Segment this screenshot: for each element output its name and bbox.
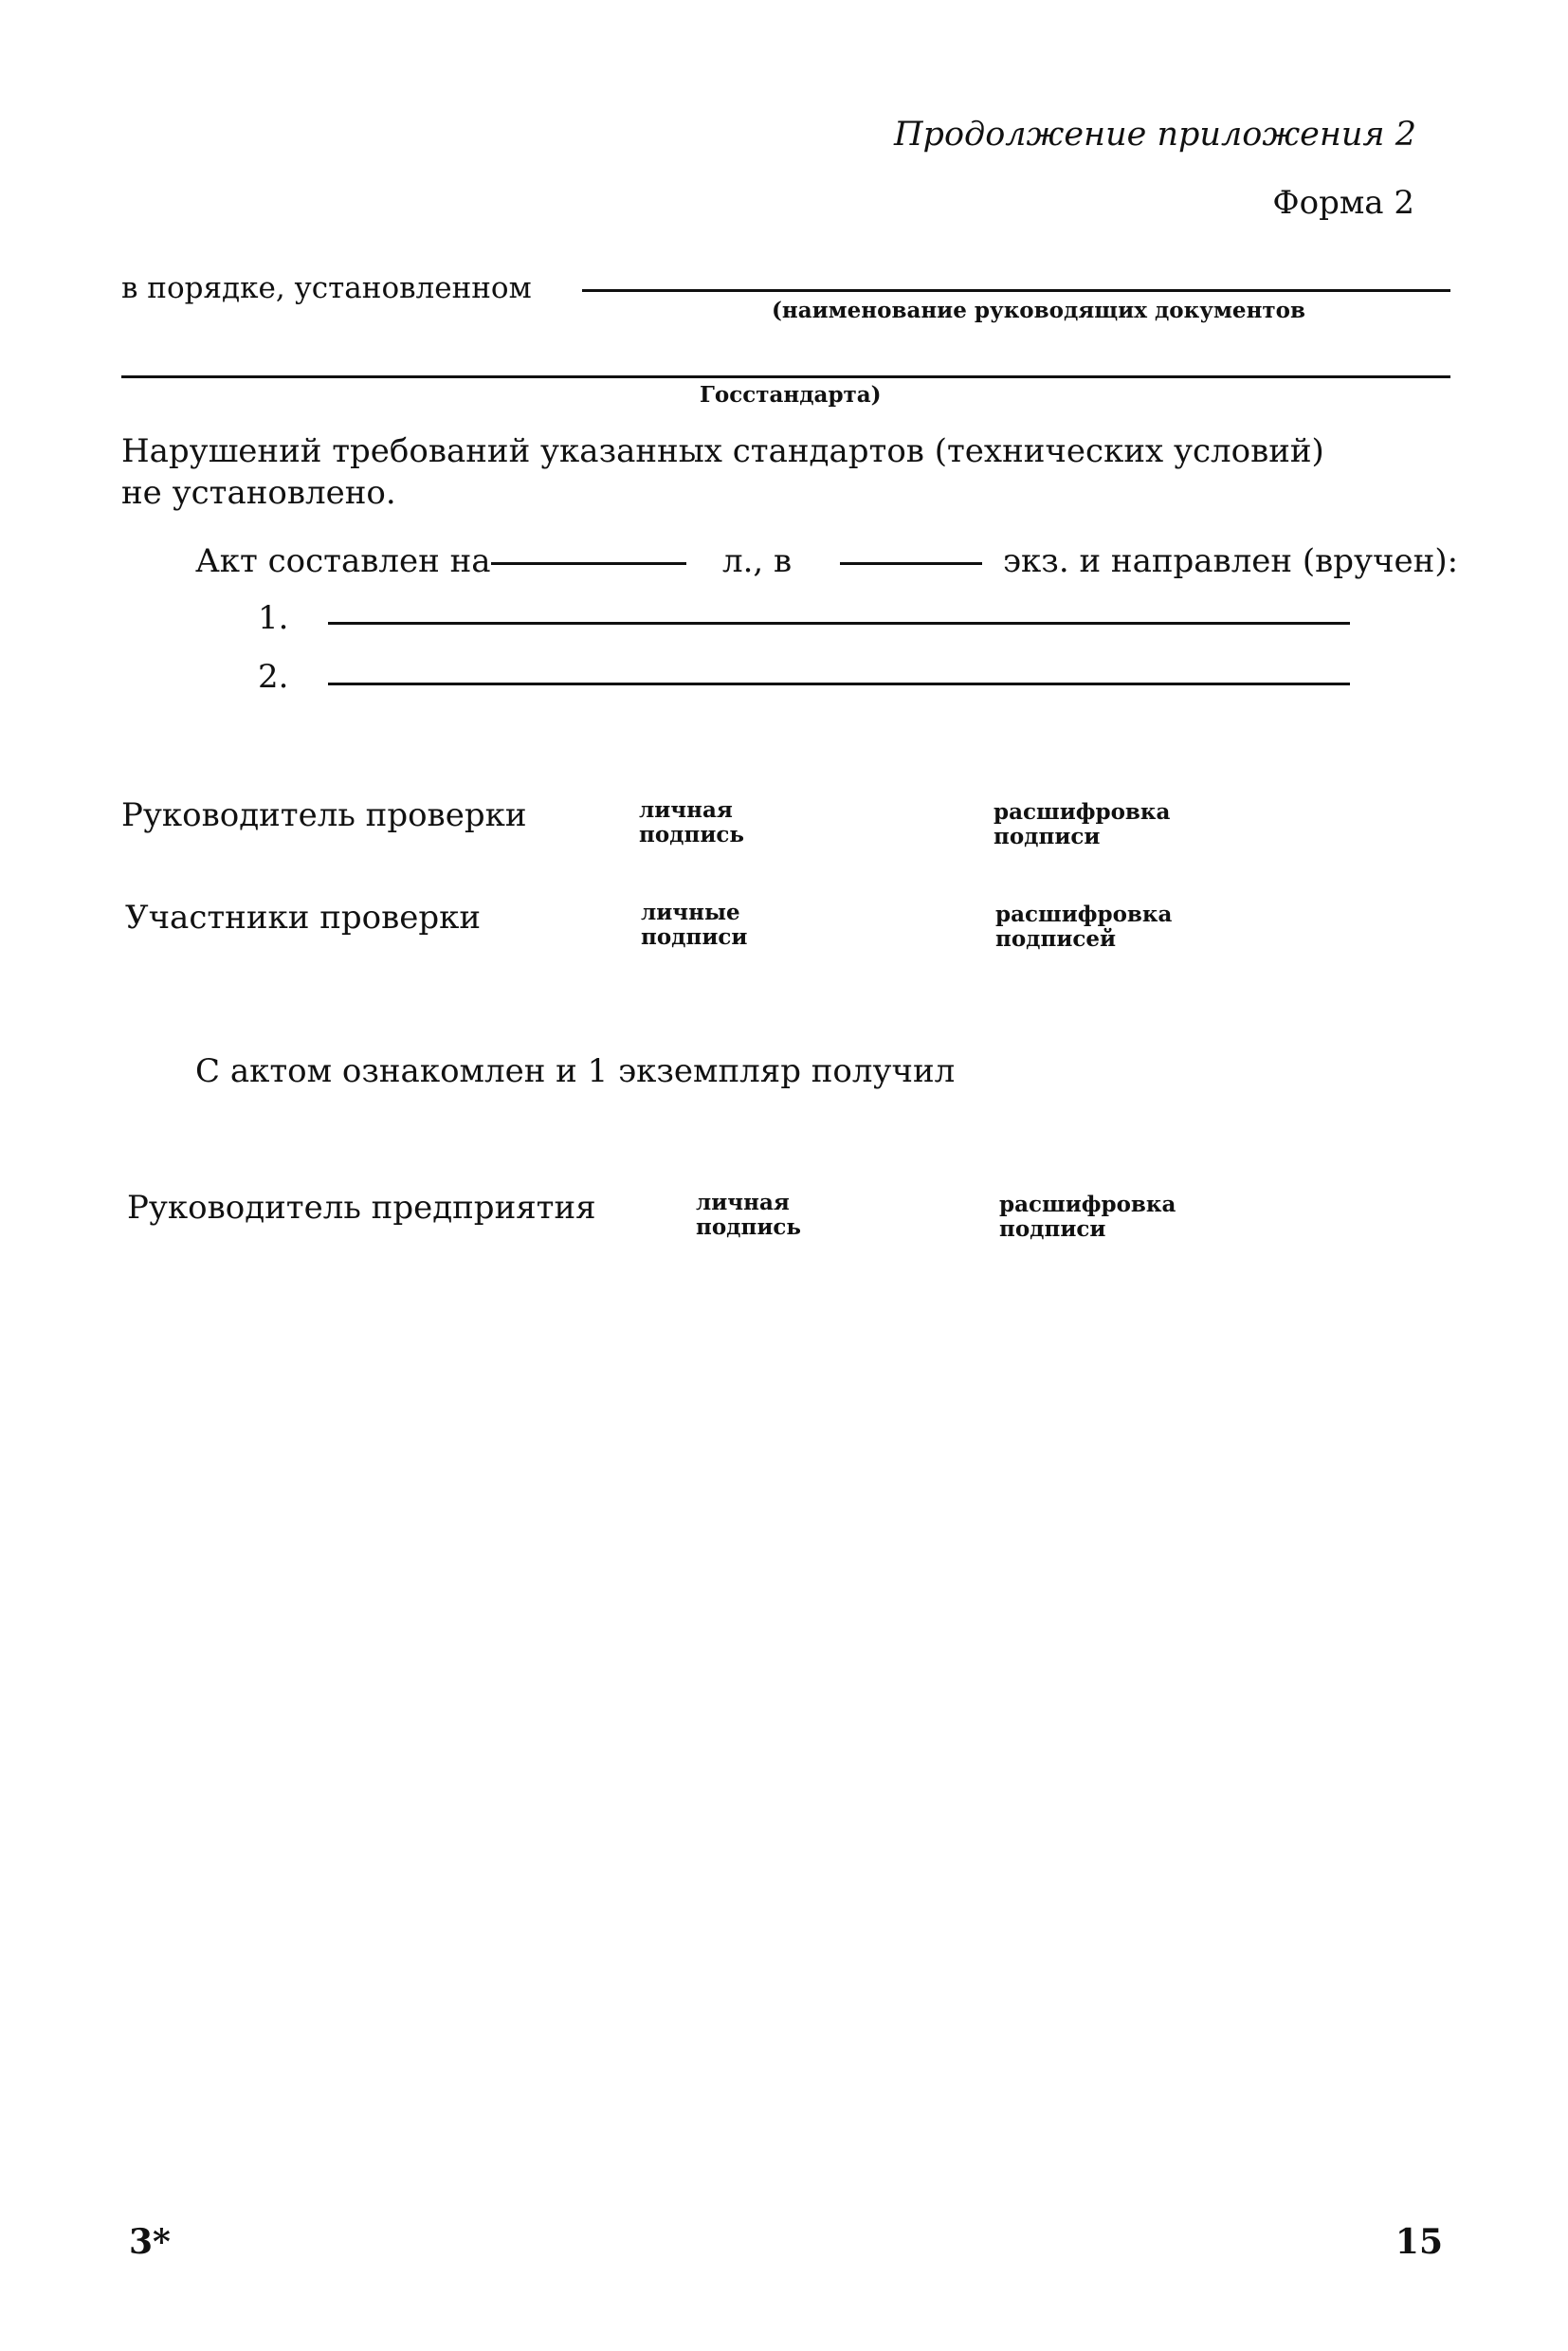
enterprise-personal-label-line-2: подпись	[696, 1214, 802, 1240]
signatures-decode-label	[995, 902, 1172, 952]
act-item-1-number: 1.	[258, 599, 289, 637]
order-prefix: в порядке, установленном	[121, 271, 532, 305]
enterprise-decode-label-line-2: подписи	[999, 1216, 1106, 1242]
signature-decode-label-line-1: расшифровка	[994, 799, 1171, 825]
signatures-decode-label-line-2: подписей	[995, 926, 1117, 952]
enterprise-personal-label-line-1: личная	[696, 1190, 790, 1215]
act-item-1-line	[328, 622, 1350, 625]
signature-personal-label-line-1: личная	[639, 797, 733, 823]
act-part-2: л., в	[722, 542, 793, 580]
act-part-1: Акт составлен на	[195, 542, 491, 580]
order-caption-2: Госстандарта)	[700, 382, 882, 408]
signatures-decode-label-line-1: расшифровка	[995, 902, 1173, 927]
page-number: 15	[1395, 2222, 1443, 2262]
violations-line-1: Нарушений требований указанных стандартов (технических условий)	[121, 432, 1324, 470]
act-item-2-number: 2.	[258, 658, 289, 696]
signature-personal-label-line-2: подпись	[639, 822, 745, 847]
signature-role-inspection-participants: Участники проверки	[125, 899, 482, 937]
act-copies-line	[840, 562, 982, 565]
signatures-personal-label	[641, 901, 747, 950]
sheet-mark: 3*	[129, 2222, 171, 2262]
enterprise-decode-label	[999, 1193, 1176, 1242]
order-caption-1: (наименование руководящих документов	[772, 298, 1305, 323]
signature-role-enterprise-head: Руководитель предприятия	[127, 1189, 596, 1227]
order-fill-line-1	[582, 289, 1450, 292]
signature-role-inspection-head: Руководитель проверки	[121, 796, 527, 834]
enterprise-decode-label-line-1: расшифровка	[999, 1192, 1176, 1217]
act-item-2-line	[328, 683, 1350, 685]
signature-decode-label	[994, 800, 1170, 849]
signature-personal-label	[639, 798, 744, 847]
act-part-3: экз. и направлен (вручен):	[1003, 542, 1459, 580]
order-fill-line-2	[121, 375, 1450, 378]
signatures-personal-label-line-2: подписи	[641, 924, 748, 950]
signature-decode-label-line-2: подписи	[994, 824, 1101, 849]
act-sheets-line	[491, 562, 686, 565]
acknowledgement-text: С актом ознакомлен и 1 экземпляр получил	[195, 1052, 956, 1090]
signatures-personal-label-line-1: личные	[641, 900, 740, 925]
enterprise-personal-label	[696, 1191, 801, 1240]
violations-line-2: не установлено.	[121, 474, 396, 512]
continuation-heading: Продолжение приложения 2	[894, 116, 1416, 154]
form-label: Форма 2	[1272, 184, 1414, 222]
